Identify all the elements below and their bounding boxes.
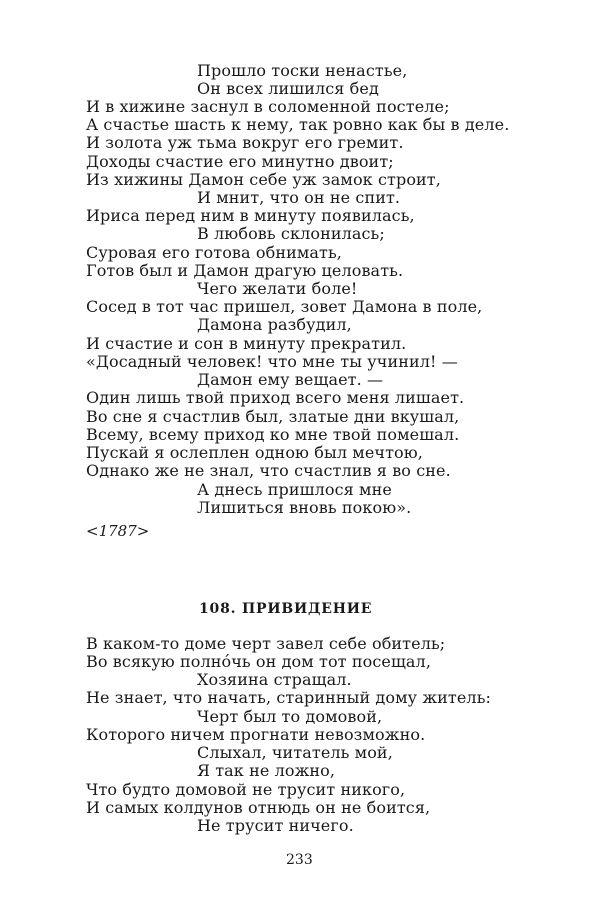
poem1-line-16: И счастие и сон в минуту прекратил. <box>86 334 407 353</box>
poem1-line-3: И в хижине заснул в соломенной постеле; <box>86 97 450 116</box>
poem1-line-4: А счастье шасть к нему, так ровно как бы в деле. <box>86 115 510 134</box>
poem1-line-5: И золота уж тьма вокруг его гремит. <box>86 133 404 152</box>
poem1-line-12: Готов был и Дамон драгую целовать. <box>86 261 404 280</box>
poem-heading: 108. ПРИВИДЕНИЕ <box>199 601 373 617</box>
poem2-line-8: Я так не ложно, <box>197 761 336 780</box>
poem2-line-3: Хозяина стращал. <box>197 670 352 689</box>
poem1-line-7: Из хижины Дамон себе уж замок строит, <box>86 170 441 189</box>
poem2-line-7: Слыхал, читатель мой, <box>197 743 393 762</box>
poem1-line-18: Дамон ему вещает. — <box>197 370 384 389</box>
poem2-line-1: В каком-то доме черт завел себе обитель; <box>86 634 446 653</box>
poem2-line-11: Не трусит ничего. <box>197 816 354 835</box>
poem1-line-11: Суровая его готова обнимать, <box>86 243 342 262</box>
poem-date: <1787> <box>86 522 150 540</box>
poem1-line-25: Лишиться вновь покою». <box>197 498 412 517</box>
poem1-line-10: В любовь склонилась; <box>197 224 385 243</box>
poem1-line-8: И мнит, что он не спит. <box>197 188 401 207</box>
poem1-line-20: Во сне я счастлив был, златые дни вкушал, <box>86 407 460 426</box>
poem1-line-1: Прошло тоски ненастье, <box>197 61 408 80</box>
poem1-line-9: Ириса перед ним в минуту появилась, <box>86 206 415 225</box>
poem1-line-6: Доходы счастие его минутно двоит; <box>86 152 394 171</box>
poem2-line-10: И самых колдунов отнюдь он не боится, <box>86 798 431 817</box>
poem1-line-24: А днесь пришлося мне <box>197 480 392 499</box>
poem1-line-22: Пускай я ослеплен одною был мечтою, <box>86 443 423 462</box>
poem2-line-9: Что будто домовой не трусит никого, <box>86 780 406 799</box>
poem1-line-21: Всему, всему приход ко мне твой помешал. <box>86 425 460 444</box>
poem2-line-4: Не знает, что начать, старинный дому житель: <box>86 688 492 707</box>
poem1-line-15: Дамона разбудил, <box>197 315 352 334</box>
poem1-line-23: Однако же не знал, что счастлив я во сне. <box>86 461 451 480</box>
poem1-line-13: Чего желати боле! <box>197 279 358 298</box>
poem2-line-2: Во всякую полнóчь он дом тот посещал, <box>86 652 432 671</box>
page-number: 233 <box>286 852 313 868</box>
poem1-line-17: «Досадный человек! что мне ты учинил! — <box>86 352 458 371</box>
poem2-line-5: Черт был то домовой, <box>197 707 383 726</box>
poem2-line-6: Которого ничем прогнати невозможно. <box>86 725 426 744</box>
poem1-line-14: Сосед в тот час пришел, зовет Дамона в поле, <box>86 297 483 316</box>
poem1-line-2: Он всех лишился бед <box>197 79 379 98</box>
poem1-line-19: Один лишь твой приход всего меня лишает. <box>86 388 465 407</box>
